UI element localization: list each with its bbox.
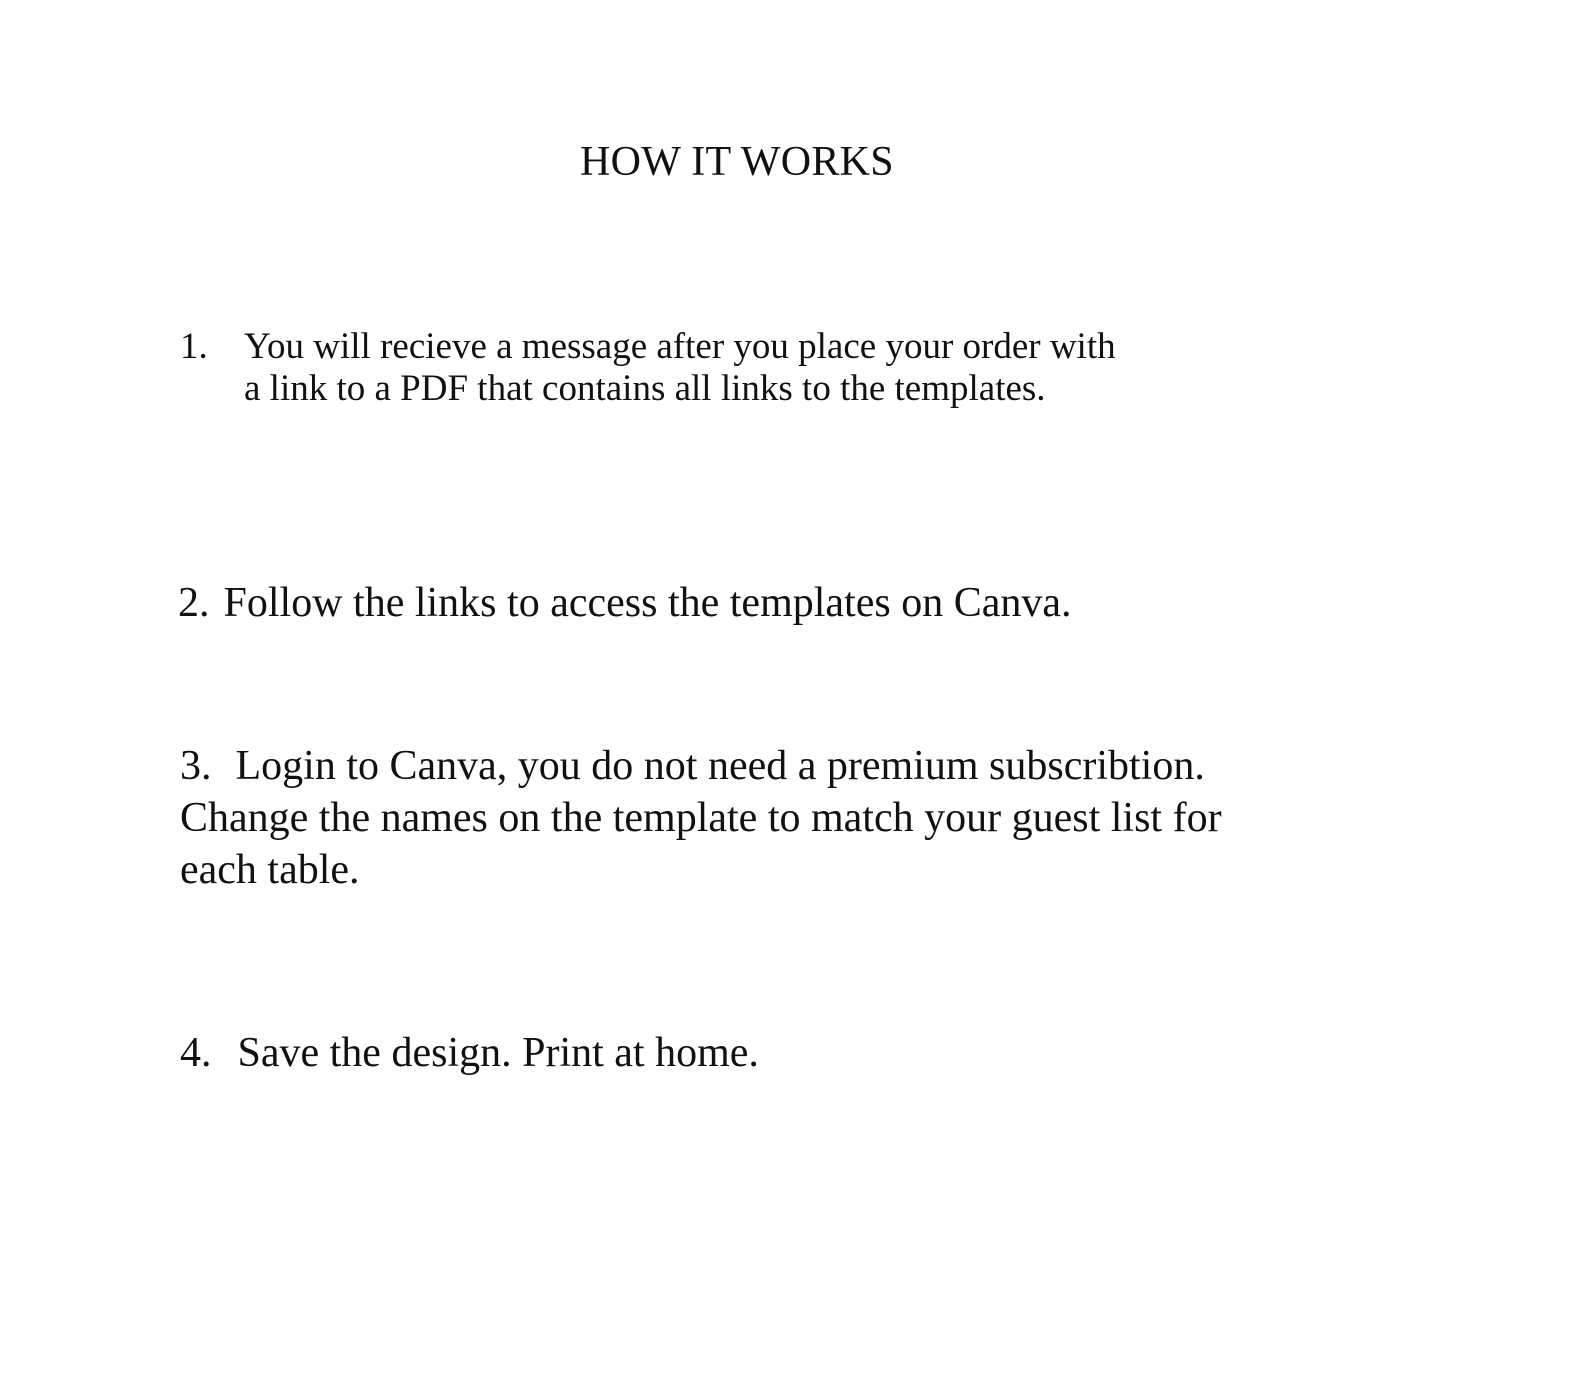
step-number: 4. [180, 1030, 212, 1076]
step-3 [180, 740, 1222, 896]
page-title: HOW IT WORKS [580, 139, 894, 185]
step-number: 2. [178, 580, 210, 626]
step-text-line: each table. [180, 847, 360, 893]
step-4 [180, 1028, 759, 1078]
step-number: 1. [180, 326, 208, 367]
step-text-line: Save the design. Print at home. [237, 1030, 759, 1076]
step-2 [178, 578, 1072, 628]
step-text-line: You will recieve a message after you place your order with [244, 326, 1116, 367]
step-number: 3. [180, 743, 212, 789]
step-text-line: Follow the links to access the templates on Canva. [223, 580, 1072, 626]
step-text-line: Change the names on the template to match your guest list for [180, 795, 1222, 841]
step-first-line [180, 740, 1222, 792]
step-text-line: a link to a PDF that contains all links to the templates. [244, 368, 1046, 409]
step-text-line: Login to Canva, you do not need a premium subscribtion. [235, 743, 1205, 789]
